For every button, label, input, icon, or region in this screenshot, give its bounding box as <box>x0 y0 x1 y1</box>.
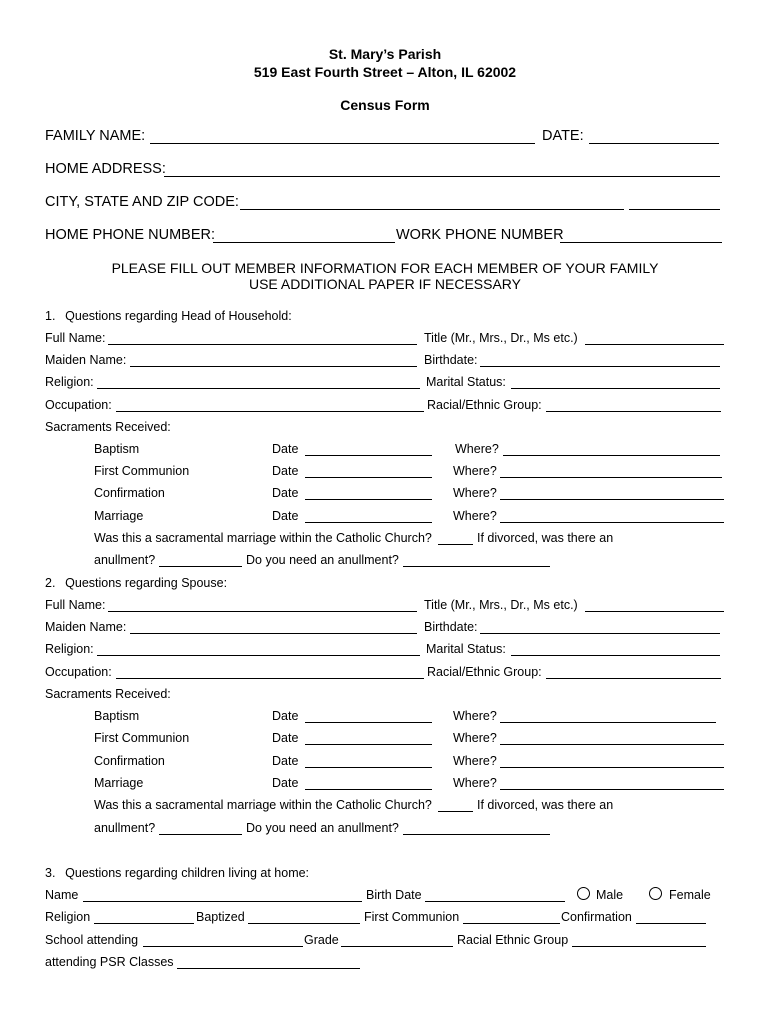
head-marital-status-field[interactable] <box>511 388 720 389</box>
spouse-confirmation-date-field[interactable] <box>305 767 432 768</box>
instructions-line-1: PLEASE FILL OUT MEMBER INFORMATION FOR EACH MEMBER OF YOUR FAMILY <box>111 260 659 276</box>
head-baptism-where-field[interactable] <box>503 455 720 456</box>
spouse-racial-label: Racial/Ethnic Group: <box>427 665 542 679</box>
spouse-annulment-field[interactable] <box>159 834 242 835</box>
spouse-marriage-where-label: Where? <box>453 776 497 790</box>
head-birthdate-field[interactable] <box>480 366 720 367</box>
spouse-marital-status-label: Marital Status: <box>426 642 506 656</box>
head-occupation-field[interactable] <box>116 411 424 412</box>
head-sacramental-marriage-field[interactable] <box>438 544 473 545</box>
spouse-baptism-date-label: Date <box>272 709 299 723</box>
child-first-communion-field[interactable] <box>463 923 560 924</box>
head-divorced-question: If divorced, was there an <box>477 531 614 545</box>
head-title-field[interactable] <box>585 344 724 345</box>
spouse-divorced-question: If divorced, was there an <box>477 798 614 812</box>
section-head-of-household: 1. Questions regarding Head of Household: <box>45 309 292 323</box>
spouse-marital-status-field[interactable] <box>511 655 720 656</box>
spouse-religion-field[interactable] <box>97 655 420 656</box>
spouse-maiden-name-field[interactable] <box>130 633 417 634</box>
spouse-full-name-field[interactable] <box>108 611 417 612</box>
form-title: Census Form <box>340 97 430 113</box>
spouse-confirmation-where-label: Where? <box>453 754 497 768</box>
home-address-label: HOME ADDRESS: <box>45 161 166 177</box>
spouse-communion-date-label: Date <box>272 731 299 745</box>
head-confirmation-date-label: Date <box>272 486 299 500</box>
head-need-annulment-label: Do you need an anullment? <box>246 553 399 567</box>
head-communion-where-field[interactable] <box>500 477 722 478</box>
child-psr-label: attending PSR Classes <box>45 955 174 969</box>
home-phone-label: HOME PHONE NUMBER: <box>45 227 215 243</box>
instructions-line-2: USE ADDITIONAL PAPER IF NECESSARY <box>248 276 522 292</box>
spouse-marriage-date-field[interactable] <box>305 789 432 790</box>
head-marriage-where-label: Where? <box>453 509 497 523</box>
spouse-first-communion-label: First Communion <box>94 731 190 745</box>
head-confirmation-where-field[interactable] <box>500 499 724 500</box>
head-annulment-label: anullment? <box>94 553 156 567</box>
spouse-occupation-label: Occupation: <box>45 665 112 679</box>
child-name-label: Name <box>45 888 79 902</box>
spouse-birthdate-label: Birthdate: <box>424 620 478 634</box>
spouse-racial-field[interactable] <box>546 678 721 679</box>
date-label: DATE: <box>542 128 584 144</box>
female-label: Female <box>669 888 711 902</box>
child-school-label: School attending <box>45 933 139 947</box>
spouse-need-annulment-label: Do you need an anullment? <box>246 821 399 835</box>
spouse-title-field[interactable] <box>585 611 724 612</box>
home-phone-field[interactable] <box>213 242 395 243</box>
spouse-need-annulment-field[interactable] <box>403 834 550 835</box>
spouse-annulment-label: anullment? <box>94 821 156 835</box>
child-religion-label: Religion <box>45 910 91 924</box>
head-racial-field[interactable] <box>546 411 721 412</box>
head-communion-date-label: Date <box>272 464 299 478</box>
head-communion-date-field[interactable] <box>305 477 432 478</box>
spouse-sacramental-marriage-question: Was this a sacramental marriage within the Catholic Church? <box>94 798 432 812</box>
head-baptism-where-label: Where? <box>455 442 499 456</box>
head-confirmation-where-label: Where? <box>453 486 497 500</box>
city-state-zip-label: CITY, STATE AND ZIP CODE: <box>45 194 239 210</box>
head-marriage-date-field[interactable] <box>305 522 432 523</box>
family-name-field[interactable] <box>150 143 535 144</box>
spouse-confirmation-label: Confirmation <box>94 754 165 768</box>
head-maiden-name-field[interactable] <box>130 366 417 367</box>
head-marriage-date-label: Date <box>272 509 299 523</box>
spouse-marriage-date-label: Date <box>272 776 299 790</box>
work-phone-label: WORK PHONE NUMBER <box>396 227 564 243</box>
child-religion-field[interactable] <box>94 923 194 924</box>
child-racial-label: Racial Ethnic Group <box>457 933 569 947</box>
spouse-full-name-label: Full Name: <box>45 598 106 612</box>
spouse-sacramental-marriage-field[interactable] <box>438 811 473 812</box>
date-field[interactable] <box>589 143 719 144</box>
child-confirmation-field[interactable] <box>636 923 706 924</box>
head-occupation-label: Occupation: <box>45 398 112 412</box>
head-baptism-date-field[interactable] <box>305 455 432 456</box>
home-address-field[interactable] <box>164 176 720 177</box>
spouse-sacraments-label: Sacraments Received: <box>45 687 171 701</box>
head-confirmation-label: Confirmation <box>94 486 165 500</box>
spouse-title-label: Title (Mr., Mrs., Dr., Ms etc.) <box>424 598 578 612</box>
head-communion-where-label: Where? <box>453 464 497 478</box>
head-need-annulment-field[interactable] <box>403 566 550 567</box>
spouse-baptism-label: Baptism <box>94 709 140 723</box>
head-sacraments-label: Sacraments Received: <box>45 420 171 434</box>
head-religion-label: Religion: <box>45 375 94 389</box>
spouse-communion-date-field[interactable] <box>305 744 432 745</box>
head-baptism-label: Baptism <box>94 442 140 456</box>
head-sacramental-marriage-question: Was this a sacramental marriage within the Catholic Church? <box>94 531 432 545</box>
head-religion-field[interactable] <box>97 388 420 389</box>
child-birth-date-label: Birth Date <box>366 888 422 902</box>
spouse-communion-where-field[interactable] <box>500 744 724 745</box>
spouse-marriage-where-field[interactable] <box>500 789 724 790</box>
head-marriage-label: Marriage <box>94 509 144 523</box>
child-first-communion-label: First Communion <box>364 910 460 924</box>
child-baptized-label: Baptized <box>196 910 245 924</box>
head-birthdate-label: Birthdate: <box>424 353 478 367</box>
spouse-religion-label: Religion: <box>45 642 94 656</box>
spouse-baptism-date-field[interactable] <box>305 722 432 723</box>
parish-name: St. Mary’s Parish <box>328 46 442 62</box>
spouse-maiden-name-label: Maiden Name: <box>45 620 127 634</box>
spouse-communion-where-label: Where? <box>453 731 497 745</box>
child-racial-field[interactable] <box>572 946 706 947</box>
head-maiden-name-label: Maiden Name: <box>45 353 127 367</box>
head-first-communion-label: First Communion <box>94 464 190 478</box>
child-grade-label: Grade <box>304 933 339 947</box>
female-radio[interactable] <box>649 887 662 900</box>
child-baptized-field[interactable] <box>248 923 360 924</box>
child-school-field[interactable] <box>143 946 303 947</box>
child-grade-field[interactable] <box>341 946 453 947</box>
head-marital-status-label: Marital Status: <box>426 375 506 389</box>
child-confirmation-label: Confirmation <box>561 910 632 924</box>
spouse-confirmation-date-label: Date <box>272 754 299 768</box>
zip-code-field[interactable] <box>629 209 720 210</box>
spouse-baptism-where-label: Where? <box>453 709 497 723</box>
child-name-field[interactable] <box>83 901 362 902</box>
parish-address: 519 East Fourth Street – Alton, IL 62002 <box>253 64 517 80</box>
spouse-baptism-where-field[interactable] <box>500 722 716 723</box>
city-state-field[interactable] <box>240 209 624 210</box>
male-radio[interactable] <box>577 887 590 900</box>
family-name-label: FAMILY NAME: <box>45 128 146 144</box>
head-baptism-date-label: Date <box>272 442 299 456</box>
head-racial-label: Racial/Ethnic Group: <box>427 398 542 412</box>
spouse-confirmation-where-field[interactable] <box>500 767 724 768</box>
male-label: Male <box>596 888 624 902</box>
child-birth-date-field[interactable] <box>425 901 565 902</box>
head-confirmation-date-field[interactable] <box>305 499 432 500</box>
spouse-marriage-label: Marriage <box>94 776 144 790</box>
head-annulment-field[interactable] <box>159 566 242 567</box>
section-spouse: 2. Questions regarding Spouse: <box>45 576 228 590</box>
section-children: 3. Questions regarding children living at home: <box>45 866 310 880</box>
spouse-occupation-field[interactable] <box>116 678 424 679</box>
head-full-name-field[interactable] <box>108 344 417 345</box>
spouse-birthdate-field[interactable] <box>480 633 720 634</box>
child-psr-field[interactable] <box>177 968 360 969</box>
head-full-name-label: Full Name: <box>45 331 106 345</box>
work-phone-field[interactable] <box>560 242 722 243</box>
head-marriage-where-field[interactable] <box>500 522 724 523</box>
head-title-label: Title (Mr., Mrs., Dr., Ms etc.) <box>424 331 578 345</box>
